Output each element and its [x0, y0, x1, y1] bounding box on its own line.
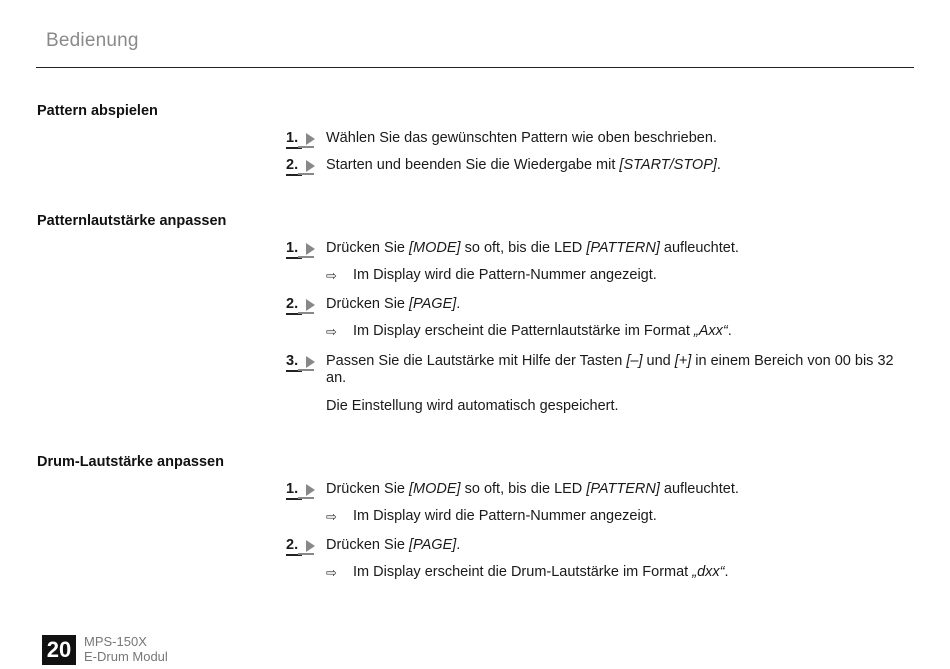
step-text: Wählen Sie das gewünschten Pattern wie oben beschrieben. — [326, 130, 717, 146]
step-text: Drücken Sie [MODE] so oft, bis die LED [PATTERN] aufleuchtet. — [326, 481, 739, 497]
step-number: 2. — [286, 296, 310, 313]
step-text: Drücken Sie [PAGE]. — [326, 296, 461, 312]
step-text: Drücken Sie [MODE] so oft, bis die LED [PATTERN] aufleuchtet. — [326, 240, 739, 256]
step-number: 1. — [286, 240, 310, 257]
step-number: 3. — [286, 353, 310, 370]
result-arrow-icon: ⇨ — [326, 268, 337, 283]
step-arrow-line — [298, 369, 314, 371]
footer-product: MPS-150X — [84, 634, 147, 649]
section-title-pattern-abspielen: Pattern abspielen — [37, 103, 158, 119]
step-arrow-line — [298, 256, 314, 258]
step-text: Passen Sie die Lautstärke mit Hilfe der Tasten [–] und [+] in einem Bereich von 00 bis 32 an. — [326, 353, 894, 386]
step-text: Starten und beenden Sie die Wiedergabe mit [START/STOP]. — [326, 157, 721, 173]
step-arrow-line — [298, 146, 314, 148]
step-arrow-icon — [306, 243, 315, 255]
step-arrow-icon — [306, 133, 315, 145]
step-arrow-icon — [306, 160, 315, 172]
section-title-patternlautstaerke: Patternlautstärke anpassen — [37, 213, 227, 229]
header-divider — [36, 67, 914, 68]
step-number: 2. — [286, 157, 310, 174]
step-text: Drücken Sie [PAGE]. — [326, 537, 461, 553]
result-arrow-icon: ⇨ — [326, 324, 337, 339]
step-arrow-icon — [306, 356, 315, 368]
section-title-drum-lautstaerke: Drum-Lautstärke anpassen — [37, 454, 224, 470]
step-arrow-line — [298, 497, 314, 499]
step-arrow-icon — [306, 540, 315, 552]
result-arrow-icon: ⇨ — [326, 565, 337, 580]
step-arrow-line — [298, 173, 314, 175]
step-arrow-icon — [306, 484, 315, 496]
note-text: Die Einstellung wird automatisch gespeichert. — [326, 398, 619, 414]
result-arrow-icon: ⇨ — [326, 509, 337, 524]
step-arrow-line — [298, 553, 314, 555]
step-number: 1. — [286, 481, 310, 498]
footer-subtitle: E-Drum Modul — [84, 649, 168, 664]
step-number: 1. — [286, 130, 310, 147]
step-arrow-icon — [306, 299, 315, 311]
page-header-title: Bedienung — [46, 30, 139, 51]
page-number: 20 — [42, 635, 76, 665]
step-arrow-line — [298, 312, 314, 314]
step-number: 2. — [286, 537, 310, 554]
